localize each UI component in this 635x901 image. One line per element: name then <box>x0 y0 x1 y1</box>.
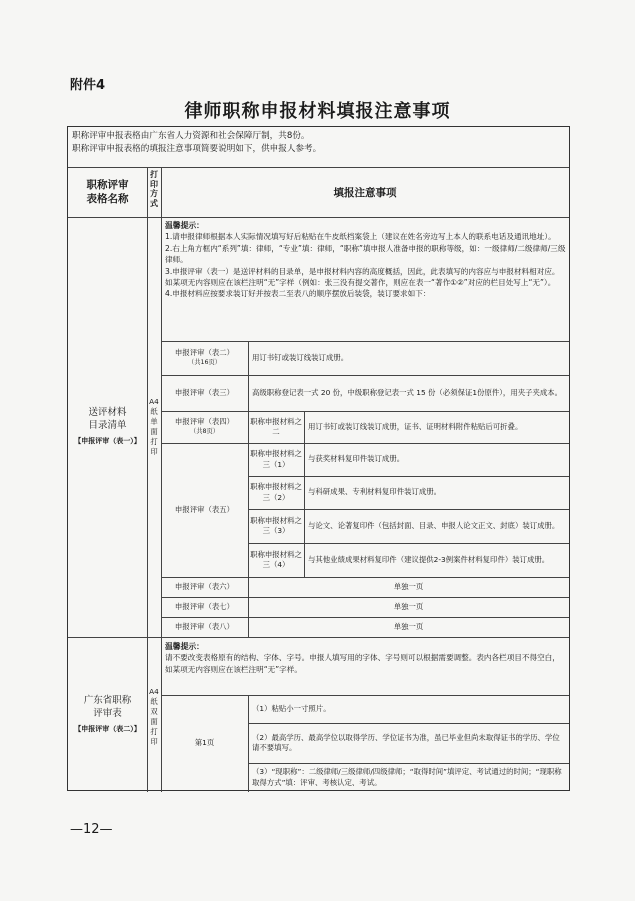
page-number: —12— <box>70 822 113 837</box>
row-table4-mid: 职称申报材料之二 <box>250 416 302 436</box>
row-table5-name: 申报评审（表五） <box>174 504 235 514</box>
intro-line: 职称评审申报表格由广东省人力资源和社会保障厅制，共8份。 <box>72 131 310 141</box>
intro-line: 职称评审申报表格的填报注意事项简要说明如下，供申报人参考。 <box>72 143 322 154</box>
header-table-name <box>68 167 147 217</box>
section1-name <box>68 217 147 637</box>
tips-title: 温馨提示： <box>165 642 204 651</box>
table5-item-mid: 职称申报材料之三（4） <box>250 549 302 569</box>
row-table2-name: 申报评审（表二） （共16页） <box>174 347 235 366</box>
header-name-line: 表格名称 <box>86 193 129 205</box>
notes-table <box>67 126 570 791</box>
table5-item-mid: 职称申报材料之三（1） <box>250 449 302 469</box>
section2-name <box>68 637 147 792</box>
header-print-method: 打 印 方 式 <box>150 170 158 208</box>
section2-print: A4 纸 双 面 打 印 <box>149 687 159 746</box>
tip-line: 2.右上角方框内“系列”填：律师，“专业”填：律师，“职称”填申报人准备申报的职称等级，如：一级律师/二级律师/三级律师。 <box>165 243 566 265</box>
row-table3-name: 申报评审（表三） <box>174 387 235 397</box>
section2-item: （2）最高学历、最高学位以取得学历、学位证书为准，虽已毕业但尚未取得证书的学历、学位请不要填写。 <box>252 732 560 752</box>
attachment-label: 附件4 <box>70 78 106 93</box>
table5-item-desc: 与科研成果、专利材料复印件装订成册。 <box>308 487 442 497</box>
table-intro <box>72 130 567 155</box>
tips-title: 温馨提示： <box>165 221 204 230</box>
table5-item-desc: 与论文、论著复印件（包括封面、目录、申报人论文正文、封底）装订成册。 <box>308 520 560 530</box>
section1-label: 【申报评审（表一）】 <box>74 437 141 445</box>
section2-name-line: 广东省职称 <box>83 694 132 706</box>
row-table6-desc: 单独一页 <box>393 581 424 591</box>
row-table7-desc: 单独一页 <box>393 601 424 611</box>
tip-line: 1.请申报律师根据本人实际情况填写好后粘贴在牛皮纸档案袋上（建议在姓名旁边写上本人的联系电话及通讯地址）。 <box>165 232 556 242</box>
table5-item-desc: 与获奖材料复印件装订成册。 <box>308 454 405 464</box>
row-table8-desc: 单独一页 <box>393 621 424 631</box>
section2-tips <box>165 641 567 675</box>
row-table8-name: 申报评审（表八） <box>174 621 235 631</box>
document-title: 律师职称申报材料填报注意事项 <box>184 101 451 122</box>
section2-name-line: 评审表 <box>93 707 122 719</box>
tip-line: 请不要改变表格原有的结构、字体、字号。申报人填写用的字体、字号则可以根据需要调整。表内各栏项目不得空白，如某项无内容则应在该栏注明“无”字样。 <box>165 653 560 674</box>
section1-print: A4 纸 单 面 打 印 <box>149 397 159 456</box>
section2-item: （1）粘贴小一寸照片。 <box>252 703 331 713</box>
header-name-line: 职称评审 <box>86 179 129 191</box>
row-table7-name: 申报评审（表七） <box>174 601 235 611</box>
row-table6-name: 申报评审（表六） <box>174 581 235 591</box>
section2-label: 【申报评审（表二）】 <box>74 724 141 733</box>
section2-item: （3）“现职称”：二级律师/三级律师/四级律师；“取得时间”填评定、考试通过的时间；“现职称取得方式”填：评审、考核认定、考试。 <box>252 767 562 787</box>
table5-item-mid: 职称申报材料之三（2） <box>250 482 302 502</box>
section1-name-line: 送评材料 <box>88 407 127 418</box>
tip-line: 3.申报评审（表一）是送评材料的目录单，是申报材料内容的高度概括，因此，此表填写的内容应与申报材料相对应。如某项无内容则应在该栏注明“无”字样（例如：张三没有提交著作，则应在表一“著作①②”对应的栏目处写上“无”）。 <box>165 266 560 288</box>
section1-name-line: 目录清单 <box>88 420 127 431</box>
section1-tips <box>165 220 567 300</box>
section2-page-label: 第1页 <box>194 738 215 748</box>
row-table4-name: 申报评审（表四） （共8页） <box>174 416 235 435</box>
row-table3-desc: 高级职称登记表一式 20 份，中级职称登记表一式 15 份（必须保证1份原件），用夹子夹成本。 <box>252 387 563 397</box>
header-notes: 填报注意事项 <box>333 186 397 199</box>
row-table2-desc: 用订书钉或装订线装订成册。 <box>252 352 349 362</box>
table5-item-mid: 职称申报材料之三（3） <box>250 515 302 535</box>
tip-line: 4.申报材料应按要求装订好并按表二至表八的顺序摆放后装袋，装订要求如下： <box>165 289 431 299</box>
row-table4-desc: 用订书钉或装订线装订成册，证书、证明材料附件粘贴后可折叠。 <box>308 421 523 431</box>
table5-item-desc: 与其他业绩成果材料复印件（建议提供2-3例案件材料复印件）装订成册。 <box>308 554 550 564</box>
